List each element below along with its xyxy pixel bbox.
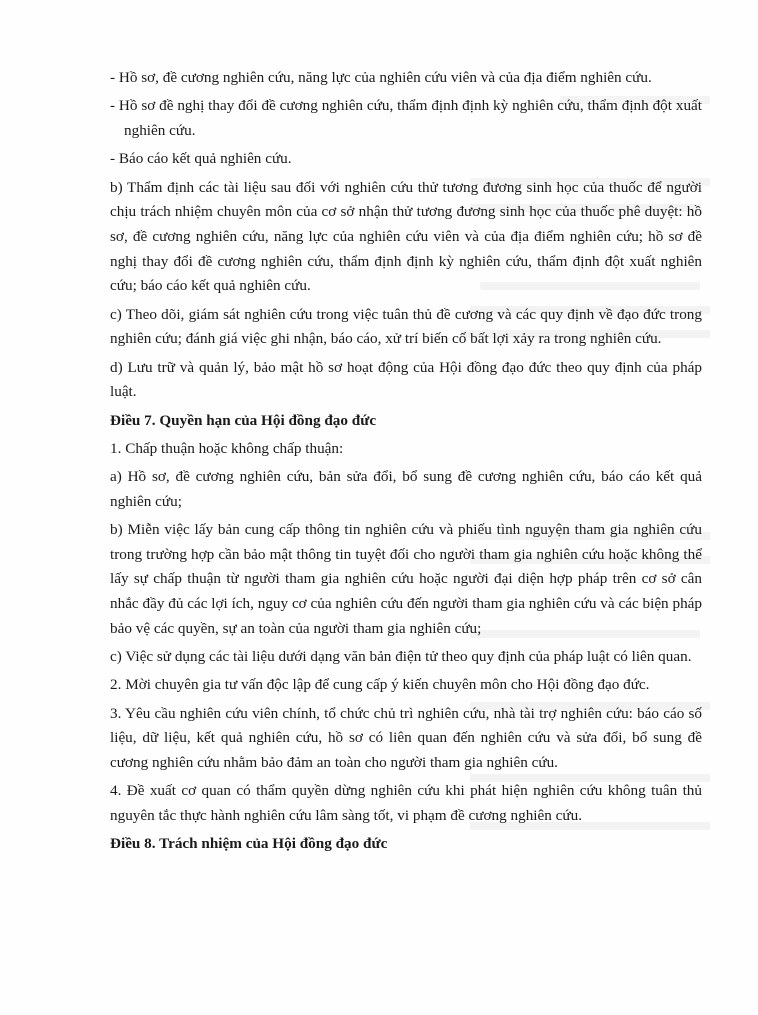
paragraph: 4. Đề xuất cơ quan có thẩm quyền dừng nghiên cứu khi phát hiện nghiên cứu không tuân thủ nguyên tắc thực hành nghiên cứu lâm sàng tốt, vi phạm đề cương nghiên cứu.: [110, 782, 702, 824]
paragraph: 1. Chấp thuận hoặc không chấp thuận:: [110, 439, 344, 457]
paragraph: b) Miễn việc lấy bản cung cấp thông tin nghiên cứu và phiếu tình nguyện tham gia nghiên cứu trong trường hợp cần bảo mật thông tin tuyệt đối cho người tham gia nghiên cứu hoặc không thể lấy sự chấp thuận từ người tham gia nghiên cứu hoặc người đại diện hợp pháp trên cơ sở cân nhắc đầy đủ các lợi ích, nguy cơ của nghiên cứu đến người tham gia nghiên cứu và các biện pháp bảo vệ các quyền, sự an toàn của người tham gia nghiên cứu;: [110, 521, 702, 637]
paragraph: a) Hồ sơ, đề cương nghiên cứu, bản sửa đổi, bổ sung đề cương nghiên cứu, báo cáo kết quả nghiên cứu;: [110, 468, 702, 510]
paragraph: d) Lưu trữ và quản lý, bảo mật hồ sơ hoạt động của Hội đồng đạo đức theo quy định của pháp luật.: [110, 358, 702, 401]
paragraph: - Hồ sơ, đề cương nghiên cứu, năng lực của nghiên cứu viên và của địa điểm nghiên cứu.: [110, 69, 652, 86]
paragraph: b) Thẩm định các tài liệu sau đối với nghiên cứu thử tương đương sinh học của thuốc để người chịu trách nhiệm chuyên môn của cơ sở nhận thử tương đương sinh học của thuốc phê duyệt: hồ sơ, đề cương nghiên cứu, năng lực của nghiên cứu viên và của địa điểm nghiên cứu; hồ sơ đề nghị thay đổi đề cương nghiên cứu, thẩm định định kỳ nghiên cứu, thẩm định đột xuất nghiên cứu; báo cáo kết quả nghiên cứu.: [110, 178, 702, 295]
paragraph: 3. Yêu cầu nghiên cứu viên chính, tổ chức chủ trì nghiên cứu, nhà tài trợ nghiên cứu: báo cáo số liệu, dữ liệu, kết quả nghiên cứu, hồ sơ có liên quan đến nghiên cứu và sửa đổi, bổ sung đề cương nghiên cứu nhằm bảo đảm an toàn cho người tham gia nghiên cứu.: [110, 704, 702, 771]
paragraph: 2. Mời chuyên gia tư vấn độc lập để cung cấp ý kiến chuyên môn cho Hội đồng đạo đức.: [110, 676, 650, 694]
document-body: [110, 66, 702, 861]
paragraph: c) Việc sử dụng các tài liệu dưới dạng văn bản điện tử theo quy định của pháp luật có liên quan.: [110, 648, 692, 666]
paragraph: c) Theo dõi, giám sát nghiên cứu trong việc tuân thủ đề cương và các quy định về đạo đức trong nghiên cứu; đánh giá việc ghi nhận, báo cáo, xử trí biến cố bất lợi xảy ra trong nghiên cứu.: [110, 305, 702, 348]
paragraph: - Hồ sơ đề nghị thay đổi đề cương nghiên cứu, thẩm định định kỳ nghiên cứu, thẩm định đột xuất nghiên cứu.: [110, 97, 702, 139]
paragraph: - Báo cáo kết quả nghiên cứu.: [110, 150, 292, 168]
article-heading: Điều 7. Quyền hạn của Hội đồng đạo đức: [110, 411, 377, 429]
article-heading: Điều 8. Trách nhiệm của Hội đồng đạo đức: [110, 835, 388, 853]
